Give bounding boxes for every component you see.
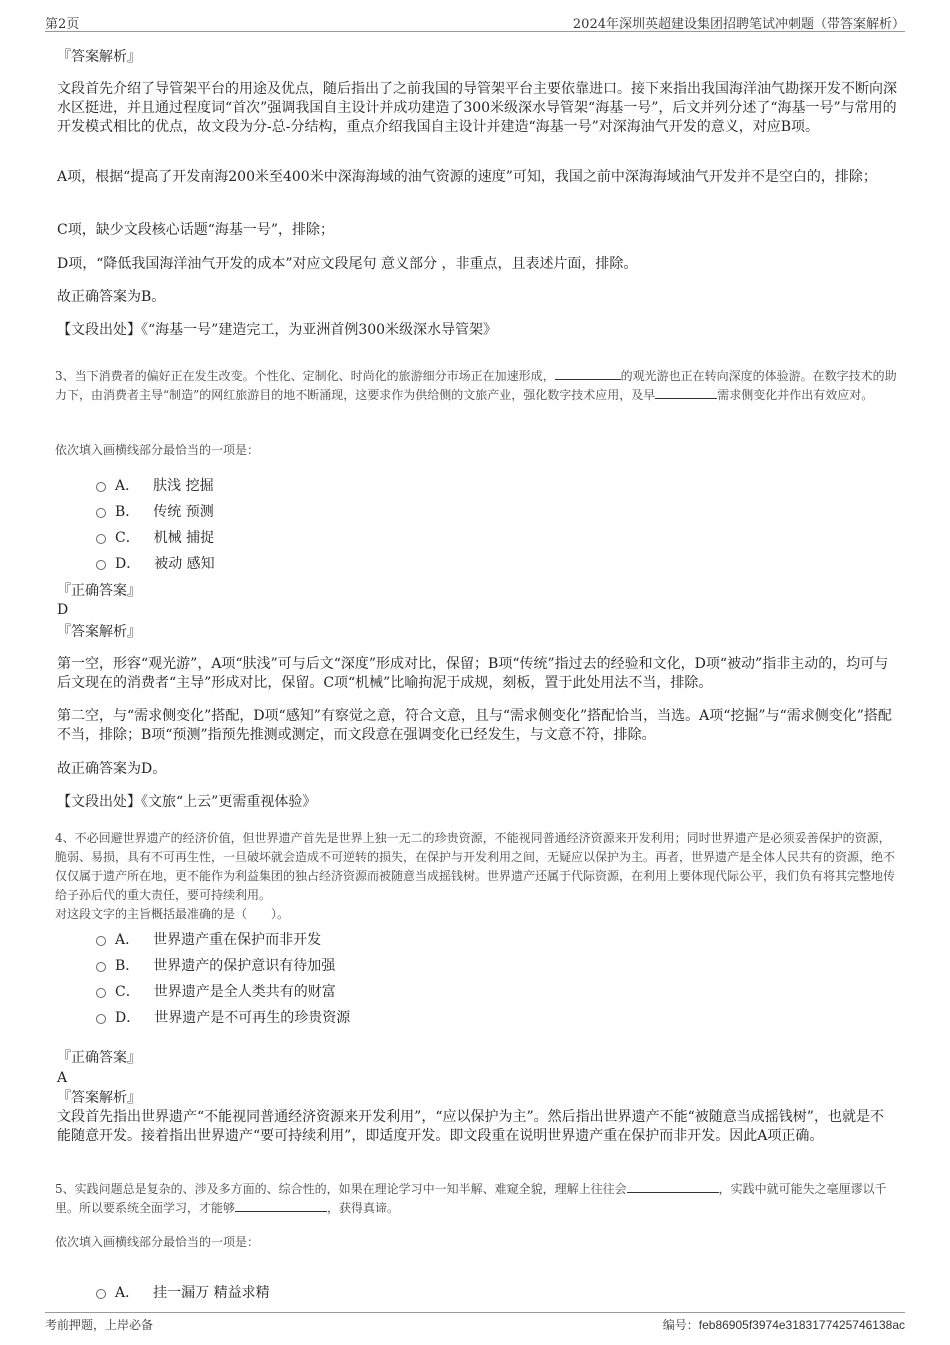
q2-analysis-p1: 文段首先介绍了导管架平台的用途及优点，随后指出了之前我国的导管架平台主要依靠进口。接下来指出我国海洋油气勘探开发不断向深水区挺进，并且通过程度词“首次”强调我国自主设计并成功建造了300米级深水导管架“海基一号”，后文并列分述了“海基一号”与常用的开发模式相比的优点，故文段为分-总-分结构，重点介绍我国自主设计并建造“海基一号”对深海油气开发的意义，对应B项。 (57, 81, 897, 135)
q4-answer: A (57, 1070, 68, 1086)
q3-prompt: 依次填入画横线部分最恰当的一项是： (55, 443, 260, 457)
q3-answer-label: 『正确答案』 (57, 583, 141, 599)
q3-analysis-p2: 第二空，与“需求侧变化”搭配，D项“感知”有察觉之意，符合文意，且与“需求侧变化”搭配恰当，当选。A项“挖掘”与“需求侧变化”搭配不当，排除；B项“预测”指预先推测或测定，而文段意在强调变化已经发生，与文意不符，排除。 (57, 708, 892, 743)
q3-analysis-p3: 故正确答案为D。 (57, 761, 167, 777)
q3-option-a[interactable]: A． 肤浅 挖掘 (96, 477, 214, 495)
q3-stem: 3、当下消费者的偏好正在发生改变。个性化、定制化、时尚化的旅游细分市场正在加速形成， 的观光游也正在转向深度的体验游。在数字技术的助力下，由消费者主导“制造”的网红旅游目的地不断涌现，这要求作为供给侧的文旅产业，强化数字技术应用，及早 需求侧变化并作出有效应对。 (55, 369, 897, 402)
radio-button[interactable] (96, 508, 106, 518)
q3-source: 【文段出处】《文旅“上云”更需重视体验》 (57, 794, 317, 810)
q4-option-c[interactable]: C． 世界遗产是全人类共有的财富 (96, 983, 336, 1001)
page-footer (45, 1312, 905, 1335)
radio-button[interactable] (96, 936, 106, 946)
q5-blank-1 (627, 1180, 719, 1193)
q3-answer: D (57, 602, 69, 618)
q2-source: 【文段出处】《“海基一号”建造完工，为亚洲首例300米级深水导管架》 (57, 322, 498, 338)
q3-blank-1 (555, 367, 621, 380)
q2-analysis-label: 『答案解析』 (57, 49, 141, 65)
q4-option-b[interactable]: B． 世界遗产的保护意识有待加强 (96, 957, 335, 975)
q4-analysis-label: 『答案解析』 (57, 1090, 141, 1106)
radio-button[interactable] (96, 482, 106, 492)
q3-option-b[interactable]: B． 传统 预测 (96, 503, 214, 521)
page-header (45, 11, 905, 32)
q3-blank-2 (655, 386, 717, 399)
q4-stem: 4、不必回避世界遗产的经济价值，但世界遗产首先是世界上独一无二的珍贵资源，不能视同普通经济资源来开发利用；同时世界遗产是必须妥善保护的资源，脆弱、易损，具有不可再生性，一旦破坏就会造成不可逆转的损失，在保护与开发利用之间，无疑应以保护为主。再者，世界遗产是全体人民共有的资源，绝不仅仅属于遗产所在地，更不能作为利益集团的独占经济资源而被随意当成摇钱树。世界遗产还属于代际资源，在利用上要体现代际公平，我们负有将其完整地传给子孙后代的重大责任，要可持续利用。 (55, 831, 896, 902)
q5-stem: 5、实践问题总是复杂的、涉及多方面的、综合性的，如果在理论学习中一知半解、难窥全貌，理解上往往会 ，实践中就可能失之毫厘谬以千里。所以要系统全面学习，才能够 ，获得真谛。 (55, 1182, 887, 1215)
radio-button[interactable] (96, 560, 106, 570)
radio-button[interactable] (96, 1289, 106, 1299)
q2-analysis-p4: D项，“降低我国海洋油气开发的成本”对应文段尾句 意义部分 ，非重点，且表述片面，排除。 (57, 256, 638, 272)
footer-slogan: 考前押题，上岸必备 (45, 1318, 154, 1332)
q5-prompt: 依次填入画横线部分最恰当的一项是： (55, 1235, 260, 1249)
document-code: 编号：feb86905f3974e3183177425746138ac (662, 1318, 905, 1332)
q3-option-c[interactable]: C． 机械 捕捉 (96, 529, 214, 547)
q3-option-d[interactable]: D． 被动 感知 (96, 555, 215, 573)
q4-option-d[interactable]: D． 世界遗产是不可再生的珍贵资源 (96, 1009, 350, 1027)
radio-button[interactable] (96, 988, 106, 998)
q5-blank-2 (235, 1199, 327, 1212)
q3-analysis-p1: 第一空，形容“观光游”，A项“肤浅”可与后文“深度”形成对比，保留；B项“传统”指过去的经验和文化，D项“被动”指非主动的，均可与后文现在的消费者“主导”形成对比，保留。C项“机械”比喻拘泥于成规，刻板，置于此处用法不当，排除。 (57, 656, 889, 691)
q4-analysis-p1: 文段首先指出世界遗产“不能视同普通经济资源来开发利用”，“应以保护为主”。然后指出世界遗产不能“被随意当成摇钱树”，也就是不能随意开发。接着指出世界遗产“要可持续利用”，即适度开发。即文段重在说明世界遗产重在保护而非开发。因此A项正确。 (57, 1109, 884, 1144)
q4-option-a[interactable]: A． 世界遗产重在保护而非开发 (96, 931, 321, 949)
radio-button[interactable] (96, 534, 106, 544)
radio-button[interactable] (96, 962, 106, 972)
q4-prompt: 对这段文字的主旨概括最准确的是（ ）。 (55, 907, 290, 921)
document-title: 2024年深圳英超建设集团招聘笔试冲刺题（带答案解析） (572, 17, 905, 32)
q4-answer-label: 『正确答案』 (57, 1050, 141, 1066)
q2-analysis-p5: 故正确答案为B。 (57, 289, 166, 305)
radio-button[interactable] (96, 1014, 106, 1024)
page-number: 第2页 (45, 17, 80, 32)
q5-option-a[interactable]: A． 挂一漏万 精益求精 (96, 1284, 270, 1302)
q3-analysis-label: 『答案解析』 (57, 624, 141, 640)
q2-analysis-p3: C项，缺少文段核心话题“海基一号”，排除； (57, 222, 335, 238)
q2-analysis-p2: A项，根据“提高了开发南海200米至400米中深海海域的油气资源的速度”可知，我国之前中深海海域油气开发并不是空白的，排除； (57, 169, 877, 185)
